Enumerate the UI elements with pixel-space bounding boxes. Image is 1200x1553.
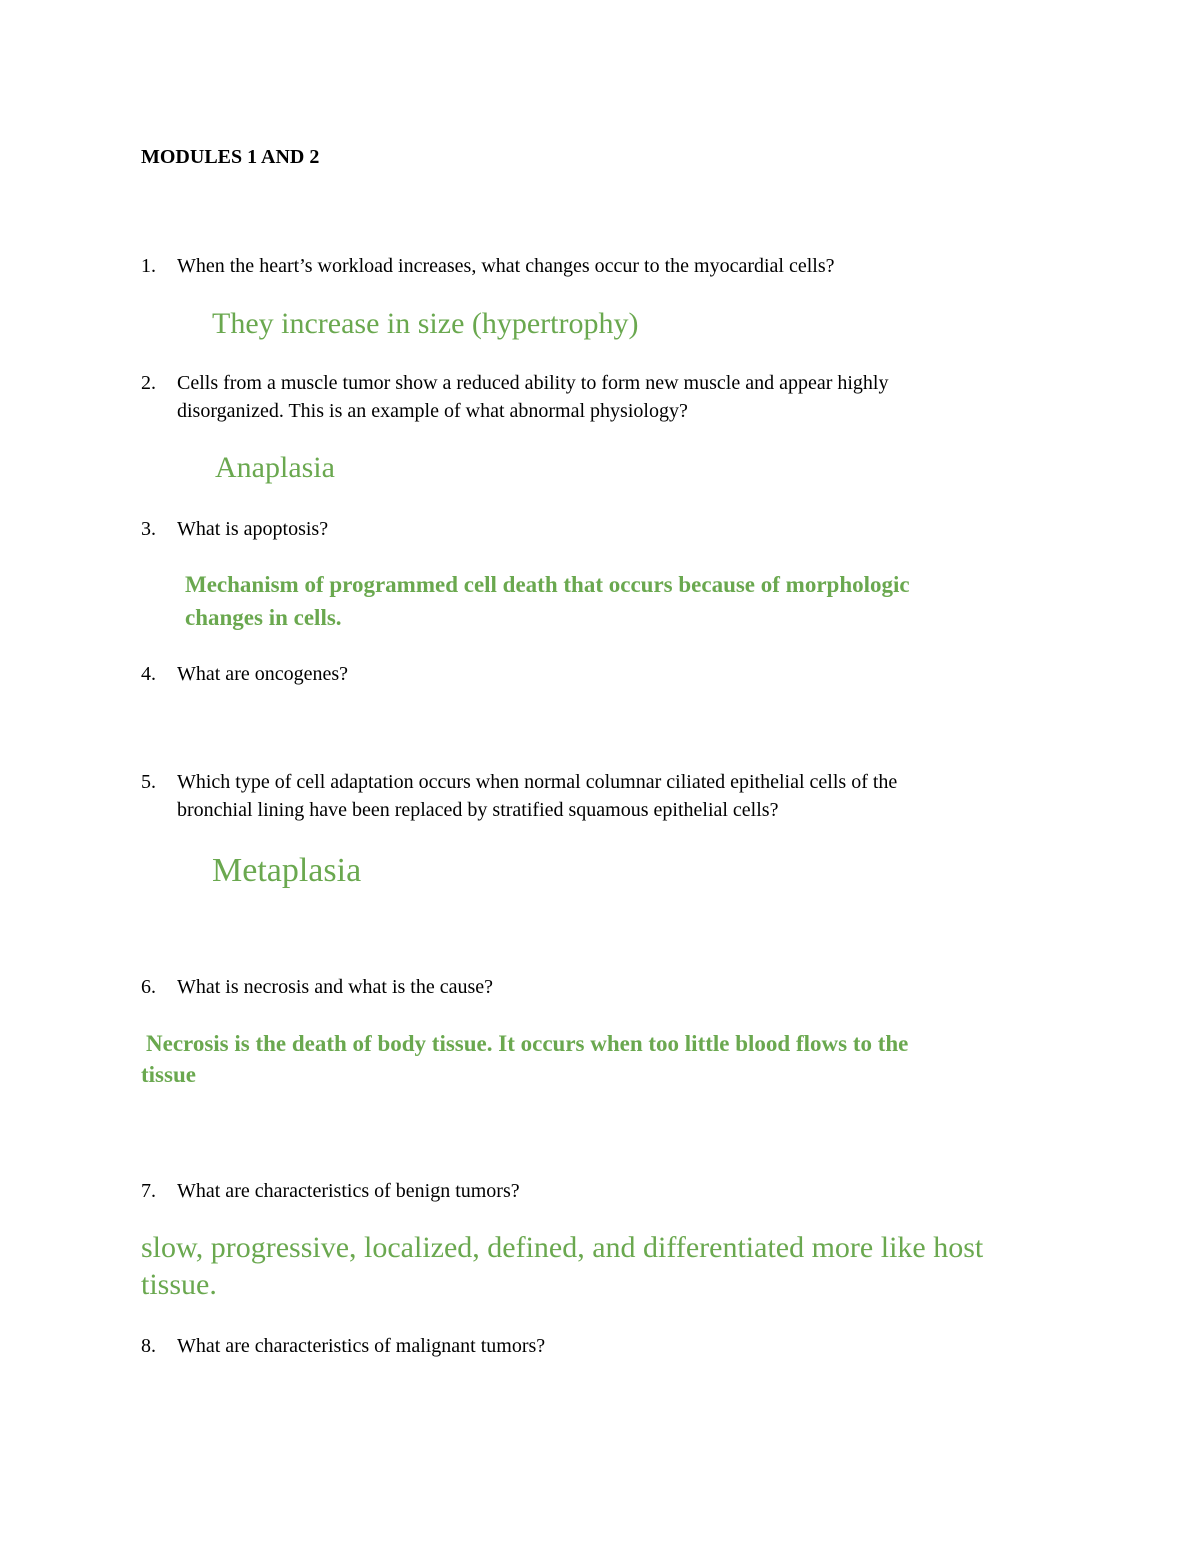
- page-title: MODULES 1 AND 2: [141, 146, 320, 168]
- answer-6-line-2: tissue: [141, 1062, 196, 1087]
- question-number: 8.: [141, 1335, 156, 1357]
- question-number: 3.: [141, 518, 156, 540]
- question-text: What is necrosis and what is the cause?: [177, 976, 494, 998]
- answer-6-line-1: Necrosis is the death of body tissue. It occurs when too little blood flows to the: [146, 1031, 909, 1056]
- question-number: 6.: [141, 976, 156, 998]
- question-5-line-2: [177, 796, 778, 824]
- question-text: What are characteristics of benign tumors?: [177, 1180, 520, 1202]
- question-2-line-2: [177, 397, 688, 425]
- question-number: 2.: [141, 372, 156, 394]
- question-text: What are characteristics of malignant tumors?: [177, 1335, 546, 1357]
- answer-1: They increase in size (hypertrophy): [212, 307, 639, 340]
- question-number: 4.: [141, 663, 156, 685]
- answer-2: Anaplasia: [215, 451, 335, 484]
- question-text-line-2: bronchial lining have been replaced by stratified squamous epithelial cells?: [177, 799, 779, 821]
- answer-5: Metaplasia: [212, 852, 362, 889]
- answer-3-line-2: changes in cells.: [185, 605, 342, 630]
- answer-7-line-2: tissue.: [141, 1268, 217, 1301]
- question-text-line-2: disorganized. This is an example of what abnormal physiology?: [177, 400, 688, 422]
- answer-7-line-1: slow, progressive, localized, defined, and differentiated more like host: [141, 1231, 984, 1264]
- question-text: When the heart’s workload increases, what changes occur to the myocardial cells?: [177, 255, 835, 277]
- question-number: 7.: [141, 1180, 156, 1202]
- question-text: What is apoptosis?: [177, 518, 329, 540]
- question-text-line-1: Which type of cell adaptation occurs when normal columnar ciliated epithelial cells of the: [177, 771, 898, 793]
- question-text: What are oncogenes?: [177, 663, 349, 685]
- question-text-line-1: Cells from a muscle tumor show a reduced ability to form new muscle and appear highly: [177, 372, 889, 394]
- answer-3-line-1: Mechanism of programmed cell death that occurs because of morphologic: [185, 572, 910, 597]
- question-number: 1.: [141, 255, 156, 277]
- question-number: 5.: [141, 771, 156, 793]
